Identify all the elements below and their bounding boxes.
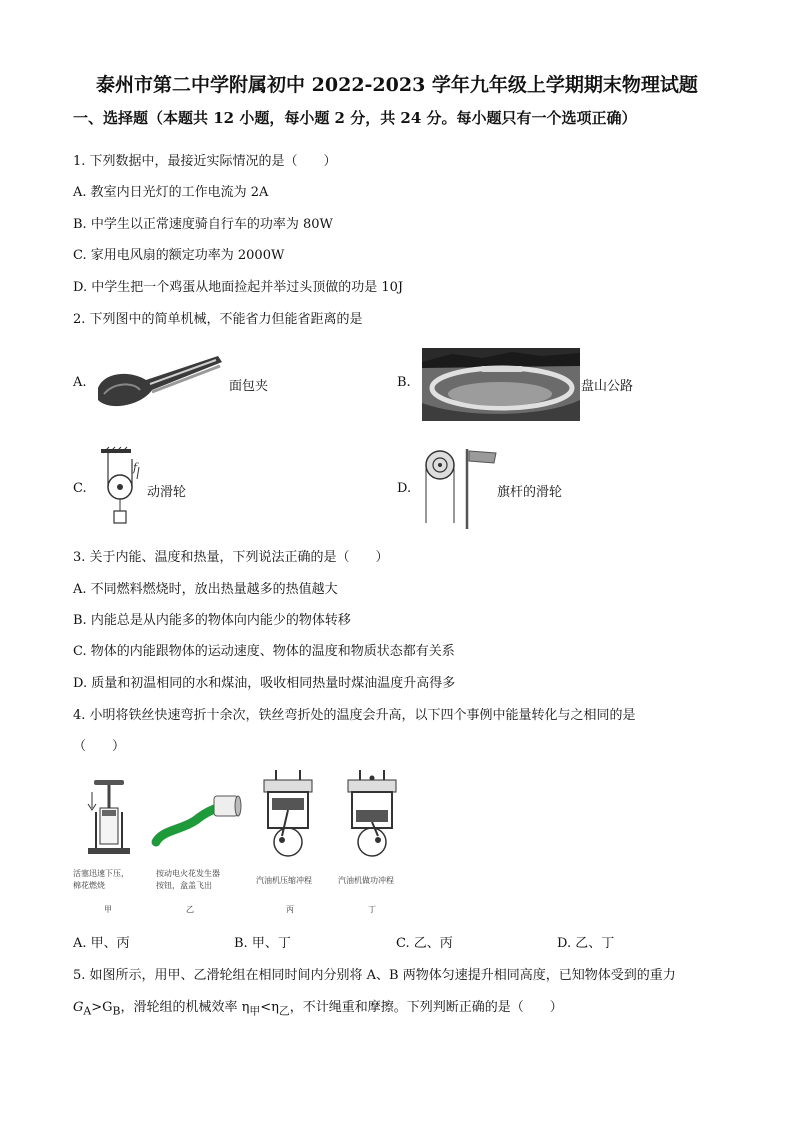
q3-option-c: C. 物体的内能跟物体的运动速度、物体的温度和物质状态都有关系	[73, 644, 455, 659]
fig-jia-caption-2: 棉花燃烧	[73, 881, 105, 890]
q5-sub-b: B	[112, 1004, 121, 1018]
section-heading: 一、选择题（本题共 12 小题，每小题 2 分，共 24 分。每小题只有一个选项正确）	[73, 109, 637, 127]
q3-stem: 3. 关于内能、温度和热量，下列说法正确的是（ ）	[73, 550, 389, 565]
q3-option-b: B. 内能总是从内能多的物体向内能少的物体转移	[73, 613, 351, 628]
mountain-road-photo	[422, 348, 580, 421]
q4-option-a: A. 甲、丙	[73, 936, 130, 951]
fig-jia-caption-1: 活塞迅速下压，	[73, 869, 129, 878]
q1-stem: 1. 下列数据中，最接近实际情况的是（ ）	[73, 154, 337, 169]
q3-option-d: D. 质量和初温相同的水和煤油，吸收相同热量时煤油温度升高得多	[73, 676, 456, 691]
flagpole-pulley-diagram	[420, 445, 498, 530]
q5-efficiency-text: ，滑轮组的机械效率 η	[120, 1000, 250, 1015]
q4-option-d: D. 乙、丁	[557, 936, 615, 951]
q4-option-c: C. 乙、丙	[396, 936, 453, 951]
fig-ding-label: 丁	[368, 905, 376, 914]
q5-sub-a: A	[83, 1004, 92, 1018]
q2-stem: 2. 下列图中的简单机械，不能省力但能省距离的是	[73, 312, 363, 327]
q3-option-a: A. 不同燃料燃烧时，放出热量越多的热值越大	[73, 582, 338, 597]
q5-gt: >G	[91, 1000, 113, 1015]
q2-option-a-text: 面包夹	[229, 379, 269, 394]
q1-option-c: C. 家用电风扇的额定功率为 2000W	[73, 248, 285, 263]
q5-sub-jia: 甲	[249, 1004, 261, 1018]
q4-option-b: B. 甲、丁	[234, 936, 291, 951]
q5-stem-line1: 5. 如图所示，用甲、乙滑轮组在相同时间内分别将 A、B 两物体匀速提升相同高度，已知物体受到的重力	[73, 968, 676, 983]
fig-bing-caption: 汽油机压缩冲程	[256, 876, 312, 885]
q5-stem-line2	[73, 996, 563, 1019]
svg-text:f: f	[133, 461, 138, 474]
fire-piston-figure	[84, 778, 134, 862]
q1-option-b: B. 中学生以正常速度骑自行车的功率为 80W	[73, 217, 333, 232]
q2-option-c-letter: C.	[73, 481, 87, 496]
q2-option-d-letter: D.	[397, 481, 412, 496]
q2-option-d-text: 旗杆的滑轮	[497, 485, 563, 500]
q2-option-b-letter: B.	[397, 375, 411, 390]
q2-option-c-text: 动滑轮	[147, 485, 187, 500]
fig-yi-caption-2: 按钮，盒盖飞出	[156, 881, 212, 890]
fig-bing-label: 丙	[286, 905, 294, 914]
q4-stem-paren: （ ）	[73, 739, 126, 754]
q5-g-symbol: G	[73, 1000, 84, 1015]
power-stroke-figure	[340, 770, 404, 862]
fig-yi-label: 乙	[186, 905, 194, 914]
q1-option-d: D. 中学生把一个鸡蛋从地面捡起并举过头顶做的功是 10J	[73, 280, 404, 295]
q1-option-a: A. 教室内日光灯的工作电流为 2A	[73, 185, 269, 200]
q5-sub-yi: 乙	[278, 1004, 290, 1018]
q5-lt: <η	[260, 1000, 279, 1015]
bread-tongs-image	[90, 350, 225, 415]
q4-stem: 4. 小明将铁丝快速弯折十余次，铁丝弯折处的温度会升高，以下四个事例中能量转化与之相同的是	[73, 708, 636, 723]
compression-stroke-figure	[256, 770, 320, 862]
fig-ding-caption: 汽油机做功冲程	[338, 876, 394, 885]
spark-generator-figure	[152, 790, 242, 850]
fig-jia-label: 甲	[104, 905, 112, 914]
movable-pulley-diagram	[95, 445, 145, 530]
q2-option-a-letter: A.	[73, 375, 87, 390]
page-title: 泰州市第二中学附属初中 2022-2023 学年九年级上学期期末物理试题	[96, 74, 698, 96]
q5-stem-end: ，不计绳重和摩擦。下列判断正确的是（ ）	[289, 1000, 563, 1015]
fig-yi-caption-1: 按动电火花发生器	[156, 869, 220, 878]
q2-option-b-text: 盘山公路	[581, 379, 634, 394]
